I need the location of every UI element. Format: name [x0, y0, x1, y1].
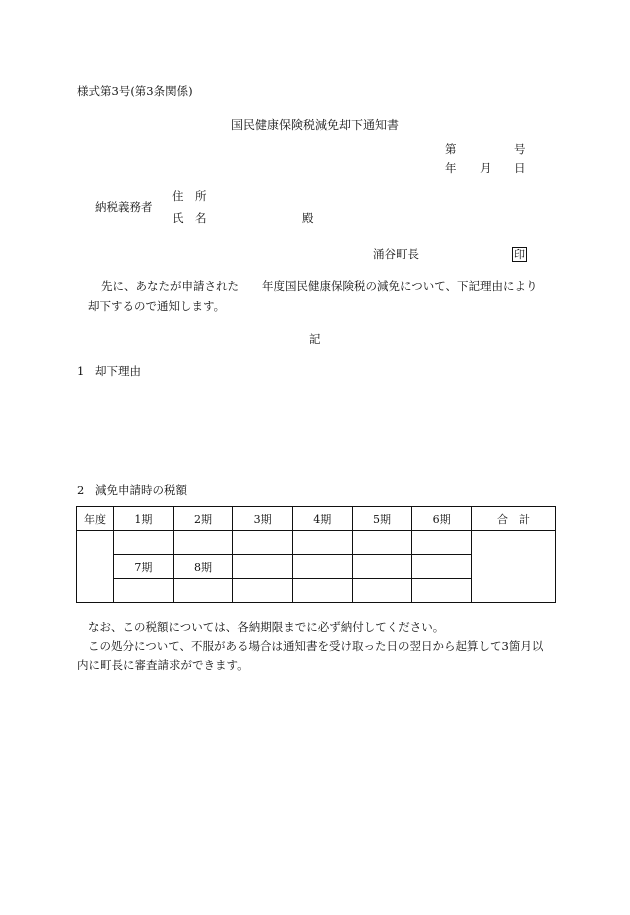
header-period-2: 2期: [173, 507, 233, 531]
total-cell: [472, 531, 556, 603]
document-title: 国民健康保険税減免却下通知書: [231, 118, 400, 132]
table-header-row: [77, 507, 556, 531]
section1-number: 1: [77, 364, 85, 378]
table-cell: [173, 531, 233, 555]
table-cell: [352, 555, 412, 579]
doc-number-prefix: 第: [445, 142, 457, 156]
doc-number-suffix: 号: [514, 142, 526, 156]
body-line-1: 先に、あなたが申請された 年度国民健康保険税の減免について、下記理由により: [101, 279, 538, 293]
header-period-4: 4期: [292, 507, 352, 531]
header-period-1: 1期: [114, 507, 174, 531]
issuer-title: 涌谷町長: [373, 247, 419, 261]
table-cell: [292, 531, 352, 555]
table-cell: [292, 579, 352, 603]
table-cell: [352, 531, 412, 555]
table-cell: [352, 579, 412, 603]
header-period-6: 6期: [412, 507, 472, 531]
table-row: [77, 531, 556, 555]
table-cell: [412, 555, 472, 579]
period-7-label: 7期: [114, 555, 174, 579]
honorific: 殿: [302, 211, 314, 225]
header-period-3: 3期: [233, 507, 293, 531]
header-total: 合 計: [472, 507, 556, 531]
table-cell: [173, 579, 233, 603]
ki-heading: 記: [309, 332, 321, 346]
section1-label: 却下理由: [95, 364, 141, 378]
table-cell: [412, 531, 472, 555]
table-cell: [233, 579, 293, 603]
form-number: 様式第3号(第3条関係): [77, 84, 193, 98]
section2-label: 減免申請時の税額: [95, 483, 187, 497]
table-cell: [412, 579, 472, 603]
period-8-label: 8期: [173, 555, 233, 579]
name-label: 氏 名: [172, 211, 207, 225]
section2-number: 2: [77, 483, 85, 497]
seal-mark: 印: [514, 248, 525, 261]
taxpayer-label: 納税義務者: [95, 200, 153, 214]
table-cell: [114, 579, 174, 603]
date-year-label: 年: [445, 161, 457, 175]
body-line-2: 却下するので通知します。: [88, 299, 226, 313]
table-cell: [233, 531, 293, 555]
table-cell: [114, 531, 174, 555]
date-day-label: 日: [514, 161, 526, 175]
note-line-3: 内に町長に審査請求ができます。: [77, 658, 249, 672]
date-month-label: 月: [480, 161, 492, 175]
note-line-1: なお、この税額については、各納期限までに必ず納付してください。: [88, 620, 445, 634]
tax-amount-table: [76, 506, 556, 603]
address-label: 住 所: [172, 189, 207, 203]
header-period-5: 5期: [352, 507, 412, 531]
fiscal-year-cell: [77, 531, 114, 603]
header-fiscal-year: 年度: [77, 507, 114, 531]
table-cell: [292, 555, 352, 579]
note-line-2: この処分について、不服がある場合は通知書を受け取った日の翌日から起算して3箇月以: [88, 639, 544, 653]
table-cell: [233, 555, 293, 579]
